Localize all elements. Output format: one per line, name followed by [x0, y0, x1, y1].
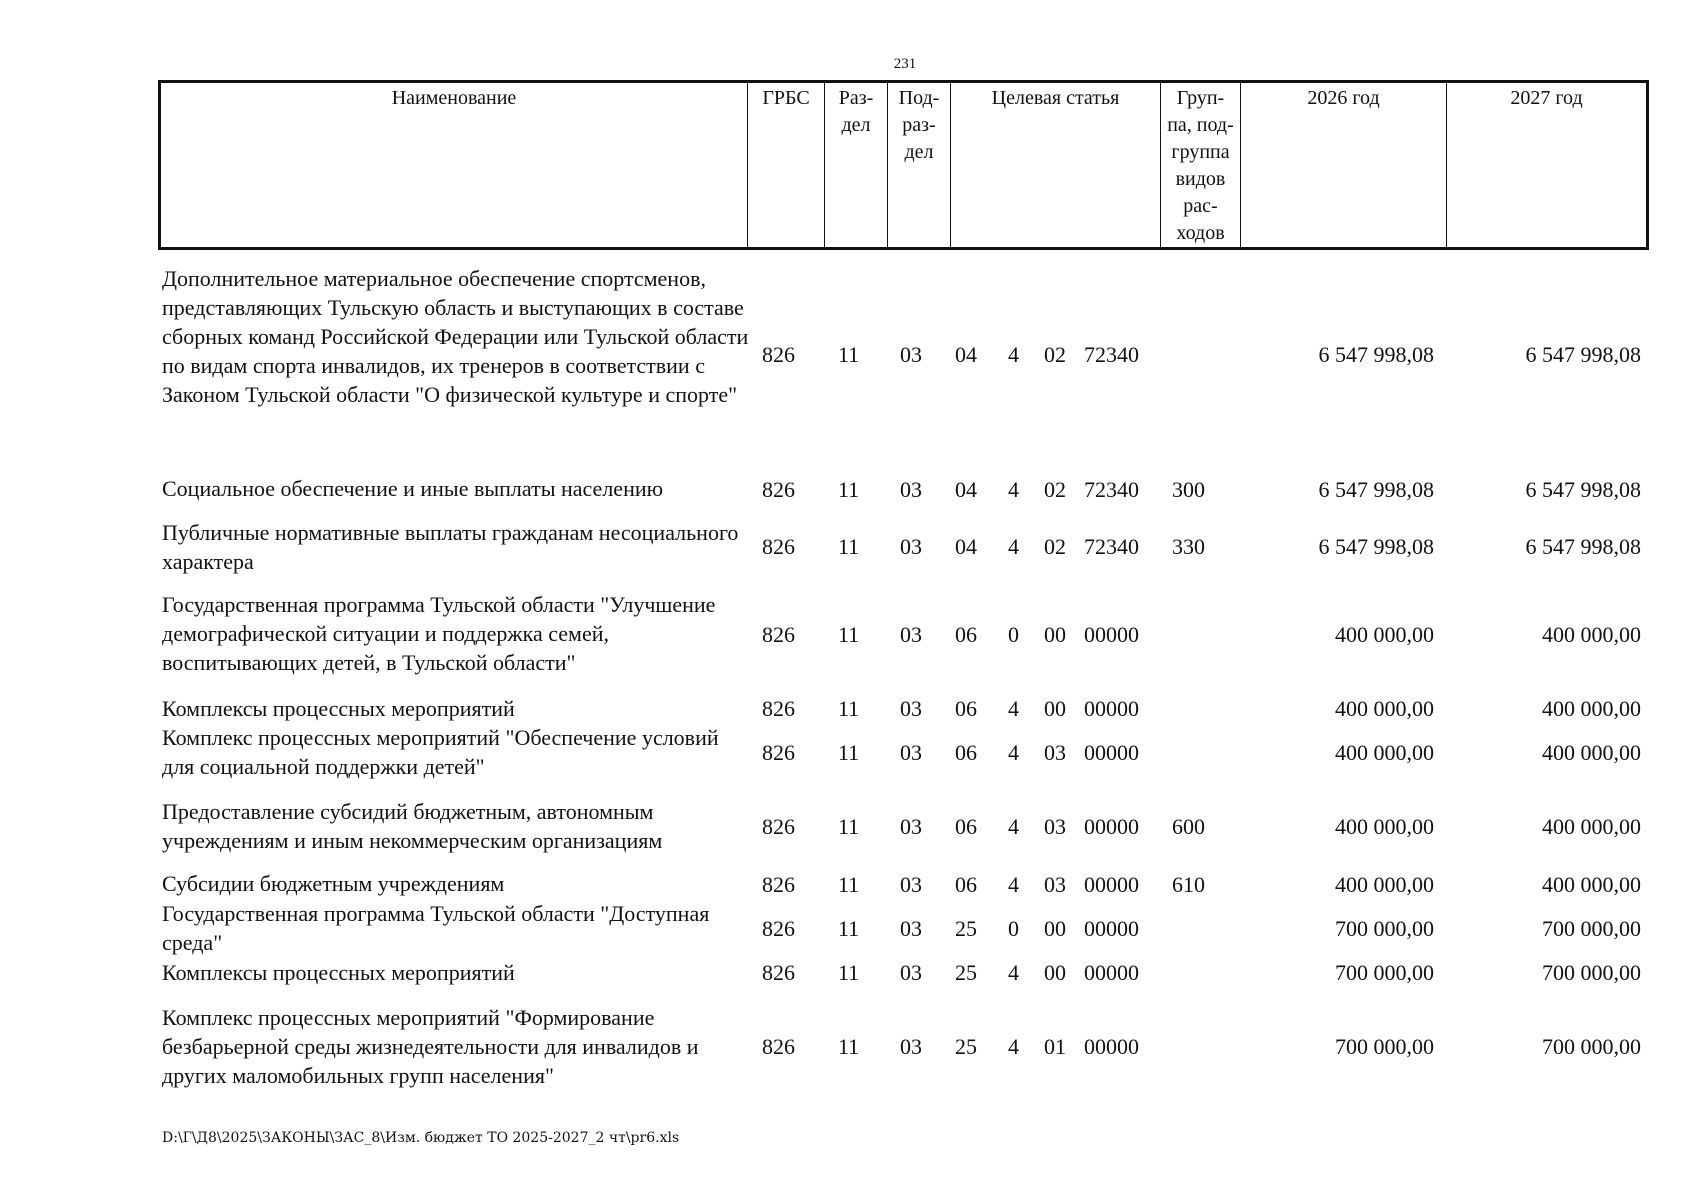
- row-razdel: 11: [838, 1034, 860, 1059]
- row-name: Государственная программа Тульской области "Улучшение демографической ситуации и поддержка семей, воспитывающих детей, в Тульской области": [162, 592, 716, 675]
- table-row: [0, 518, 1696, 576]
- row-grbs: 826: [762, 477, 795, 502]
- header-name: Наименование: [161, 83, 748, 247]
- row-target-direction: 00000: [1084, 622, 1139, 647]
- row-target-sub: 00: [1044, 622, 1066, 647]
- row-value-2027: 400 000,00: [1542, 622, 1641, 647]
- row-target-program: 04: [955, 342, 977, 367]
- row-value-2027: 400 000,00: [1542, 696, 1641, 721]
- row-target-direction: 00000: [1084, 814, 1139, 839]
- row-grbs: 826: [762, 534, 795, 559]
- row-podrazdel: 03: [900, 872, 922, 897]
- row-target-direction: 00000: [1084, 1034, 1139, 1059]
- page-number: 231: [893, 56, 917, 72]
- row-target-type: 4: [1008, 477, 1019, 502]
- row-value-2027: 700 000,00: [1542, 1034, 1641, 1059]
- row-grbs: 826: [762, 814, 795, 839]
- row-grbs: 826: [762, 622, 795, 647]
- row-razdel: 11: [838, 814, 860, 839]
- row-value-2026: 400 000,00: [1335, 696, 1434, 721]
- row-target-program: 06: [955, 814, 977, 839]
- row-value-2027: 400 000,00: [1542, 872, 1641, 897]
- row-value-2026: 700 000,00: [1335, 1034, 1434, 1059]
- row-podrazdel: 03: [900, 916, 922, 941]
- row-name: Комплекс процессных мероприятий "Формирование безбарьерной среды жизнедеятельности для инвалидов и других маломобильных групп населения": [162, 1005, 699, 1088]
- header-target: Целевая статья: [951, 83, 1161, 247]
- row-value-2027: 6 547 998,08: [1525, 534, 1641, 559]
- row-grbs: 826: [762, 1034, 795, 1059]
- row-razdel: 11: [838, 477, 860, 502]
- header-2026: 2026 год: [1241, 83, 1447, 247]
- row-razdel: 11: [838, 960, 860, 985]
- header-razdel: Раз- дел: [825, 83, 888, 247]
- table-row: [0, 797, 1696, 855]
- row-value-2027: 700 000,00: [1542, 960, 1641, 985]
- row-grbs: 826: [762, 696, 795, 721]
- row-group: 300: [1172, 477, 1205, 502]
- row-razdel: 11: [838, 916, 860, 941]
- row-target-direction: 00000: [1084, 960, 1139, 985]
- row-value-2027: 6 547 998,08: [1525, 342, 1641, 367]
- row-razdel: 11: [838, 534, 860, 559]
- row-target-program: 06: [955, 740, 977, 765]
- row-value-2027: 6 547 998,08: [1525, 477, 1641, 502]
- row-podrazdel: 03: [900, 696, 922, 721]
- row-target-sub: 00: [1044, 960, 1066, 985]
- row-value-2026: 6 547 998,08: [1318, 534, 1434, 559]
- row-target-sub: 03: [1044, 814, 1066, 839]
- row-value-2026: 400 000,00: [1335, 872, 1434, 897]
- row-podrazdel: 03: [900, 740, 922, 765]
- row-target-sub: 00: [1044, 696, 1066, 721]
- header-podrazdel: Под- раз- дел: [888, 83, 951, 247]
- row-razdel: 11: [838, 740, 860, 765]
- row-target-sub: 02: [1044, 342, 1066, 367]
- file-path: D:\Г\Д8\2025\ЗАКОНЫ\ЗАС_8\Изм. бюджет ТО 2025-2027_2 чт\pr6.xls: [162, 1130, 680, 1146]
- row-value-2026: 6 547 998,08: [1318, 342, 1434, 367]
- table-row: [0, 1003, 1696, 1090]
- row-target-program: 06: [955, 622, 977, 647]
- row-target-program: 04: [955, 477, 977, 502]
- row-grbs: 826: [762, 916, 795, 941]
- row-value-2026: 6 547 998,08: [1318, 477, 1434, 502]
- table-row: [0, 958, 1696, 987]
- row-podrazdel: 03: [900, 960, 922, 985]
- table-header: [158, 80, 1649, 250]
- row-grbs: 826: [762, 342, 795, 367]
- row-target-sub: 03: [1044, 872, 1066, 897]
- row-target-type: 4: [1008, 960, 1019, 985]
- header-2027: 2027 год: [1510, 87, 1583, 109]
- row-podrazdel: 03: [900, 1034, 922, 1059]
- row-name: Социальное обеспечение и иные выплаты населению: [162, 476, 664, 501]
- row-value-2027: 700 000,00: [1542, 916, 1641, 941]
- table-row: [0, 264, 1696, 438]
- row-name: Комплексы процессных мероприятий: [162, 960, 515, 985]
- row-target-type: 4: [1008, 696, 1019, 721]
- row-target-direction: 72340: [1084, 477, 1139, 502]
- row-target-program: 06: [955, 872, 977, 897]
- row-target-program: 25: [955, 960, 977, 985]
- row-target-type: 4: [1008, 872, 1019, 897]
- row-target-direction: 72340: [1084, 342, 1139, 367]
- row-value-2026: 700 000,00: [1335, 916, 1434, 941]
- row-target-program: 25: [955, 1034, 977, 1059]
- row-value-2027: 400 000,00: [1542, 740, 1641, 765]
- row-podrazdel: 03: [900, 342, 922, 367]
- row-name: Предоставление субсидий бюджетным, автономным учреждениям и иным некоммерческим организациям: [162, 799, 663, 853]
- row-grbs: 826: [762, 740, 795, 765]
- table-row: [0, 899, 1696, 957]
- row-target-sub: 01: [1044, 1034, 1066, 1059]
- row-target-type: 4: [1008, 814, 1019, 839]
- row-name: Государственная программа Тульской области "Доступная среда": [162, 901, 710, 955]
- row-grbs: 826: [762, 960, 795, 985]
- row-grbs: 826: [762, 872, 795, 897]
- row-target-sub: 00: [1044, 916, 1066, 941]
- row-target-type: 0: [1008, 916, 1019, 941]
- row-value-2026: 400 000,00: [1335, 622, 1434, 647]
- row-target-type: 4: [1008, 342, 1019, 367]
- row-target-direction: 00000: [1084, 696, 1139, 721]
- row-target-program: 06: [955, 696, 977, 721]
- row-name: Комплексы процессных мероприятий: [162, 696, 515, 721]
- row-podrazdel: 03: [900, 534, 922, 559]
- table-row: [0, 694, 1696, 723]
- row-target-program: 25: [955, 916, 977, 941]
- row-target-sub: 02: [1044, 534, 1066, 559]
- row-razdel: 11: [838, 696, 860, 721]
- row-name: Публичные нормативные выплаты гражданам несоциального характера: [162, 520, 739, 574]
- row-razdel: 11: [838, 622, 860, 647]
- row-razdel: 11: [838, 342, 860, 367]
- row-target-direction: 00000: [1084, 740, 1139, 765]
- row-name: Комплекс процессных мероприятий "Обеспечение условий для социальной поддержки детей": [162, 725, 719, 779]
- table-row: [0, 869, 1696, 898]
- row-group: 600: [1172, 814, 1205, 839]
- row-group: 330: [1172, 534, 1205, 559]
- row-group: 610: [1172, 872, 1205, 897]
- table-row: [0, 590, 1696, 677]
- row-podrazdel: 03: [900, 814, 922, 839]
- row-target-program: 04: [955, 534, 977, 559]
- row-target-direction: 72340: [1084, 534, 1139, 559]
- row-target-type: 4: [1008, 740, 1019, 765]
- row-name: Дополнительное материальное обеспечение спортсменов, представляющих Тульскую область и выступающих в составе сборных команд Российской Федерации или Тульской области по видам спорта инвалидов, их тренеров в соответствии с Законом Тульской области "О физической культуре и спорте": [162, 266, 749, 407]
- row-target-sub: 03: [1044, 740, 1066, 765]
- row-target-type: 4: [1008, 534, 1019, 559]
- row-target-type: 4: [1008, 1034, 1019, 1059]
- row-target-direction: 00000: [1084, 872, 1139, 897]
- row-name: Субсидии бюджетным учреждениям: [162, 871, 505, 896]
- header-grbs: ГРБС: [748, 83, 825, 247]
- row-value-2027: 400 000,00: [1542, 814, 1641, 839]
- row-value-2026: 400 000,00: [1335, 740, 1434, 765]
- table-row: [0, 723, 1696, 781]
- row-target-type: 0: [1008, 622, 1019, 647]
- table-row: [0, 474, 1696, 503]
- row-value-2026: 700 000,00: [1335, 960, 1434, 985]
- row-target-direction: 00000: [1084, 916, 1139, 941]
- row-value-2026: 400 000,00: [1335, 814, 1434, 839]
- header-group: Груп- па, под- группа видов рас- ходов: [1161, 83, 1241, 247]
- row-podrazdel: 03: [900, 622, 922, 647]
- row-razdel: 11: [838, 872, 860, 897]
- row-target-sub: 02: [1044, 477, 1066, 502]
- row-podrazdel: 03: [900, 477, 922, 502]
